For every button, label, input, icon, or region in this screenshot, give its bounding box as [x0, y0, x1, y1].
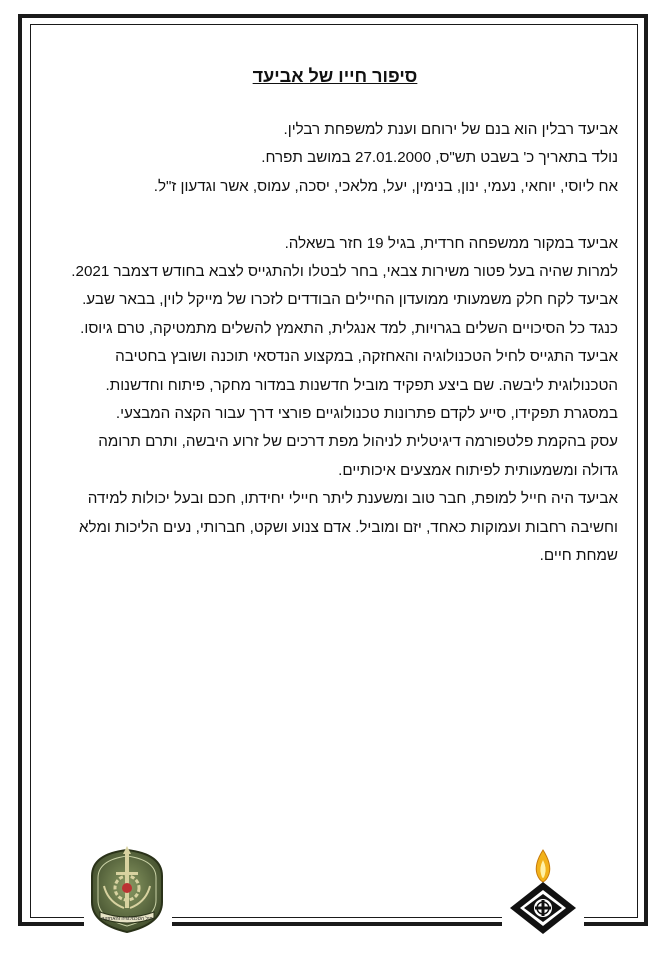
emblem-caption: חיל הטכנולוגיה והאחזקה [101, 916, 153, 922]
paragraph: עסק בהקמת פלטפורמה דיגיטלית לניהול מפת דרכים של זרוע היבשה, ותרם תרומה גדולה ומשמעותית לפיתוח אמצעים איכותיים. [98, 433, 618, 479]
paragraph-spacer [60, 201, 618, 229]
paragraph: אביעד היה חייל למופת, חבר טוב ומשענת ליתר חיילי יחידתו, חכם ובעל יכולות למידה וחשיבה רחבות ועמוקות כאחד, יזם ומוביל. אדם צנוע ושקט, חברותי, נעים הליכות ומלא שמחת חיים. [79, 490, 618, 565]
paragraph: אביעד במקור ממשפחה חרדית, בגיל 19 חזר בשאלה. [284, 234, 618, 252]
paragraph: כנגד כל הסיכויים השלים בגרויות, למד אנגלית, התאמץ להשלים מתמטיקה, טרם גיוסו. [80, 319, 618, 337]
paragraph: אח ליוסי, יוחאי, נעמי, ינון, בנימין, יעל, מלאכי, יסכה, עמוס, אשר וגדעון ז"ל. [153, 177, 618, 195]
paragraph: נולד בתאריך כ' בשבט תש"ס, 27.01.2000 במושב תפרח. [261, 149, 618, 167]
paragraph: אביעד רבלין הוא בנם של ירוחם וענת למשפחת רבלין. [283, 121, 618, 138]
page-title: סיפור חייו של אביעד [252, 66, 418, 86]
technology-maintenance-corps-emblem-icon [88, 842, 166, 934]
paragraph: אביעד התגייס לחיל הטכנולוגיה והאחזקה, במקצוע הנדסאי תוכנה ושובץ בחטיבה הטכנולוגית ליבשה. שם ביצע תפקיד מוביל חדשנות במדור מחקר, פיתוח וחדשנות. במסגרת תפקידו, סייע לקדם פתרונות טכנולוגיים פורצי דרך עבור הקצה המבצעי. [105, 348, 618, 423]
memorial-flame-emblem-icon [506, 848, 580, 936]
biography-text [60, 116, 618, 570]
paragraph: אביעד לקח חלק משמעותי ממועדון החיילים הבודדים לזכרו של מייקל לוין, בבאר שבע. [82, 291, 618, 309]
paragraph: למרות שהיה בעל פטור משירות צבאי, בחר לבטלו ולהתגייס לצבא בחודש דצמבר 2021. [71, 263, 618, 281]
